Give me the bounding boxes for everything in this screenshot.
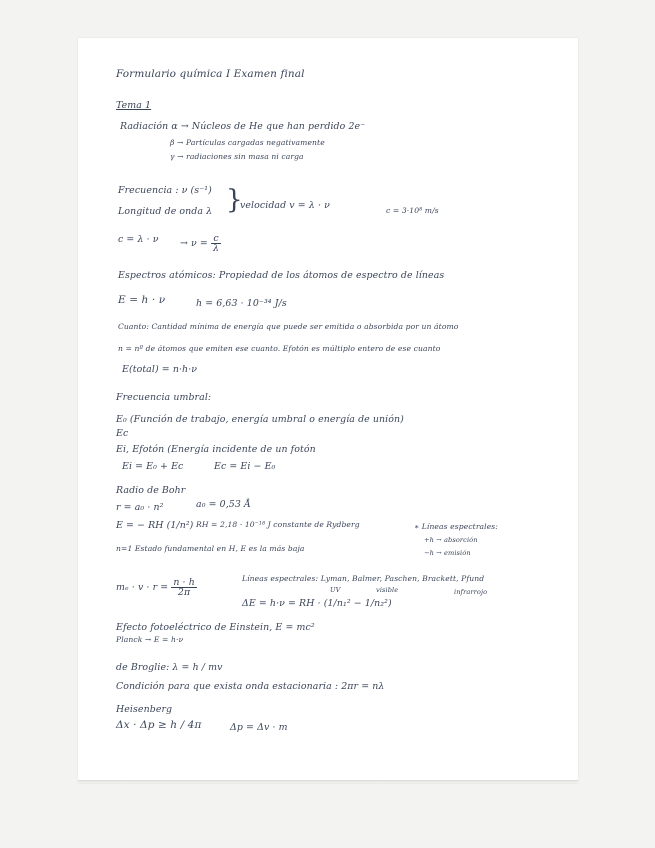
espectros-line: Espectros atómicos: Propiedad de los átomos de espectro de líneas [118,270,445,281]
einstein-line: Efecto fotoeléctrico de Einstein, E = mc² [116,622,315,633]
radiacion-beta: β → Partículas cargadas negativamente [170,138,325,147]
series-uv-label: UV [330,586,341,594]
brace-symbol: } [226,185,243,215]
e0-definition: E₀ (Función de trabajo, energía umbral o energía de unión) [116,414,404,425]
bohr-r-equation: r = a₀ · n² [116,502,164,513]
page-title: Formulario química I Examen final [116,68,305,80]
series-infrarrojo-label: infrarrojo [454,588,488,596]
cuanto-definition: Cuanto: Cantidad mínima de energía que puede ser emitida o absorbida por un átomo [118,322,459,331]
planck-line: Planck → E = h·ν [116,635,184,644]
absorcion-note: +h → absorción [424,536,478,544]
frecuencia-umbral: Frecuencia umbral: [116,392,212,403]
cuanto-n-line: n = nº de átomos que emiten ese cuanto. Efotón es múltiplo entero de ese cuanto [118,344,441,353]
rydberg-constant: RH = 2,18 · 10⁻¹⁸ J constante de Rydberg [196,520,360,529]
c-equation: c = λ · ν [118,234,159,245]
etotal-equation: E(total) = n·h·ν [122,364,198,375]
planck-constant: h = 6,63 · 10⁻³⁴ J/s [196,298,287,309]
energy-equation: E = h · ν [118,294,166,306]
bohr-a0: a₀ = 0,53 Å [196,499,251,510]
ec-equation: Ec = Ei − E₀ [214,461,276,472]
estado-fundamental: n=1 Estado fundamental en H, E es la más baja [116,544,305,553]
momentum-eq: Δp = Δv · m [230,722,288,733]
section-heading: Tema 1 [116,100,152,111]
bohr-energy-eq: E = − RH (1/n²) [116,520,194,531]
delta-energy-eq: ΔE = h·ν = RH · (1/n₁² − 1/n₂²) [242,598,392,609]
velocidad-eq: velocidad v = λ · ν [240,200,330,211]
de-broglie-eq: de Broglie: λ = h / mv [116,662,223,673]
series-espectrales: Líneas espectrales: Lyman, Balmer, Paschen, Brackett, Pfund [242,574,485,583]
series-visible-label: visible [376,586,399,594]
momento-angular-eq: mₑ · v · r = $\frac{n \cdot h}{2\pi}$ [116,577,195,598]
frecuencia-line: Frecuencia : ν (s⁻¹) [118,185,212,196]
ec-label: Ec [116,428,129,439]
heisenberg-title: Heisenberg [116,704,173,715]
page-edge-shadow [78,780,578,784]
bohr-title: Radio de Bohr [116,485,186,496]
lineas-espectrales-note: ∗ Líneas espectrales: [414,522,498,531]
radiacion-gamma: γ → radiaciones sin masa ni carga [170,152,304,161]
heisenberg-eq: Δx · Δp ≥ h / 4π [116,719,202,731]
ei-definition: Ei, Efotón (Energía incidente de un fotón [116,444,316,455]
onda-estacionaria: Condición para que exista onda estacionaria : 2πr = nλ [116,681,385,692]
radiacion-alpha: Radiación α → Núcleos de He que han perdido 2e⁻ [120,121,366,132]
longitud-onda-line: Longitud de onda λ [118,206,213,217]
nu-equation: → ν = $\frac{c}{\lambda}$ [180,233,220,254]
c-value: c = 3·10⁸ m/s [386,206,439,215]
emision-note: −h → emisión [424,549,471,557]
ei-equation: Ei = E₀ + Ec [122,461,184,472]
